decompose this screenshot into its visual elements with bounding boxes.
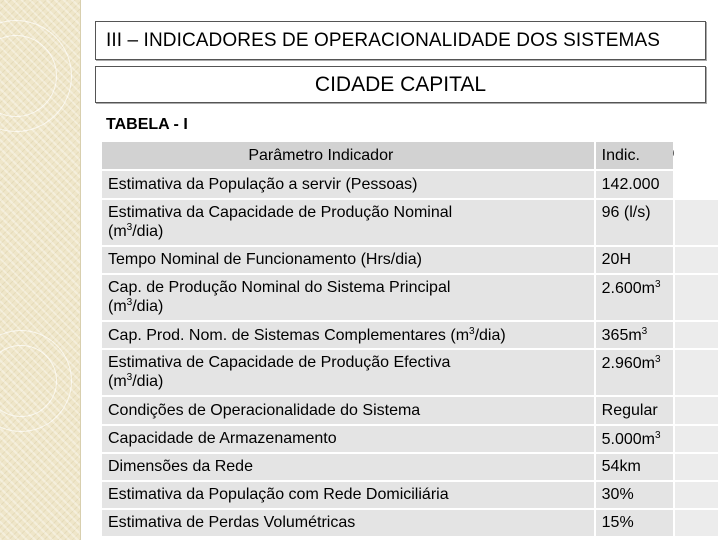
row-label: Cap. de Produção Nominal do Sistema Principal <box>108 279 451 296</box>
row-label: Tempo Nominal de Funcionamento (Hrs/dia) <box>102 247 594 273</box>
row-value: 2.600m <box>601 280 656 297</box>
table-row <box>102 426 718 452</box>
row-label-unit: (m <box>108 223 127 240</box>
row-obs <box>675 350 718 395</box>
parameter-column-header: Parâmetro Indicador <box>102 142 594 169</box>
row-value-cell <box>596 350 673 395</box>
row-value: Regular <box>596 397 673 424</box>
row-value-cell <box>596 426 673 452</box>
row-label: Dimensões da Rede <box>102 454 594 480</box>
table-row <box>102 350 718 395</box>
row-label-unit-end: /dia) <box>132 298 164 315</box>
table-row <box>102 200 718 245</box>
row-obs <box>675 171 718 198</box>
indicators-table <box>100 140 720 538</box>
row-value: 142.000 <box>596 171 673 198</box>
table-row <box>102 454 718 480</box>
row-label-unit: (m <box>108 298 127 315</box>
city-title-box <box>95 66 706 103</box>
row-obs <box>675 200 718 245</box>
table-header-row <box>102 142 718 169</box>
row-obs <box>675 510 718 536</box>
row-label: Estimativa de Perdas Volumétricas <box>102 510 594 536</box>
row-value: 54km <box>596 454 673 480</box>
row-obs <box>675 454 718 480</box>
row-value-cell <box>596 275 673 320</box>
section-title-box <box>95 21 706 60</box>
indicator-column-header: Indic. <box>596 142 673 169</box>
unit-superscript: 3 <box>126 297 133 308</box>
row-value: 365m <box>601 326 642 344</box>
section-title: III – INDICADORES DE OPERACIONALIDADE DOS SISTEMAS <box>106 29 661 51</box>
row-label-unit-end: /dia) <box>132 373 164 390</box>
row-obs <box>675 426 718 452</box>
row-obs <box>675 482 718 508</box>
row-value-cell <box>596 322 673 348</box>
table-row <box>102 482 718 508</box>
row-label: Estimativa de Capacidade de Produção Efectiva <box>108 354 451 371</box>
row-obs <box>675 322 718 348</box>
row-label: Cap. Prod. Nom. de Sistemas Complementares (m <box>108 326 470 344</box>
decorative-side-panel <box>0 0 80 540</box>
row-value: 15% <box>596 510 673 536</box>
value-superscript: 3 <box>655 429 661 441</box>
table-row <box>102 275 718 320</box>
row-label: Estimativa da Capacidade de Produção Nominal <box>108 204 453 221</box>
table-row <box>102 510 718 536</box>
table-row <box>102 171 718 198</box>
unit-superscript: 3 <box>469 325 475 337</box>
table-label: TABELA - I <box>106 116 188 133</box>
row-value: 2.960m <box>601 355 656 372</box>
row-value: 30% <box>596 482 673 508</box>
row-obs <box>675 397 718 424</box>
row-value: 5.000m <box>601 430 656 448</box>
row-label-unit: (m <box>108 373 127 390</box>
row-label: Estimativa da População a servir (Pessoas) <box>102 171 594 198</box>
row-label-end: /dia) <box>474 326 506 344</box>
table-row <box>102 322 718 348</box>
row-label: Capacidade de Armazenamento <box>102 426 594 452</box>
row-obs <box>675 247 718 273</box>
row-label-cell <box>102 200 594 245</box>
row-label-unit-end: /dia) <box>132 223 164 240</box>
row-label: Estimativa da População com Rede Domiciliária <box>102 482 594 508</box>
obs-header-cell <box>675 142 718 169</box>
city-title: CIDADE CAPITAL <box>314 72 487 96</box>
unit-superscript: 3 <box>126 222 133 233</box>
unit-superscript: 3 <box>126 372 133 383</box>
table-row <box>102 397 718 424</box>
table-row <box>102 247 718 273</box>
row-value: 96 (l/s) <box>596 200 673 245</box>
row-value: 20H <box>596 247 673 273</box>
row-label: Condições de Operacionalidade do Sistema <box>102 397 594 424</box>
row-label-cell <box>102 350 594 395</box>
row-obs <box>675 275 718 320</box>
panel-divider <box>80 0 81 540</box>
value-superscript: 3 <box>655 279 661 290</box>
value-superscript: 3 <box>641 325 648 337</box>
value-superscript: 3 <box>655 354 661 365</box>
row-label-cell <box>102 275 594 320</box>
row-label-cell <box>102 322 594 348</box>
